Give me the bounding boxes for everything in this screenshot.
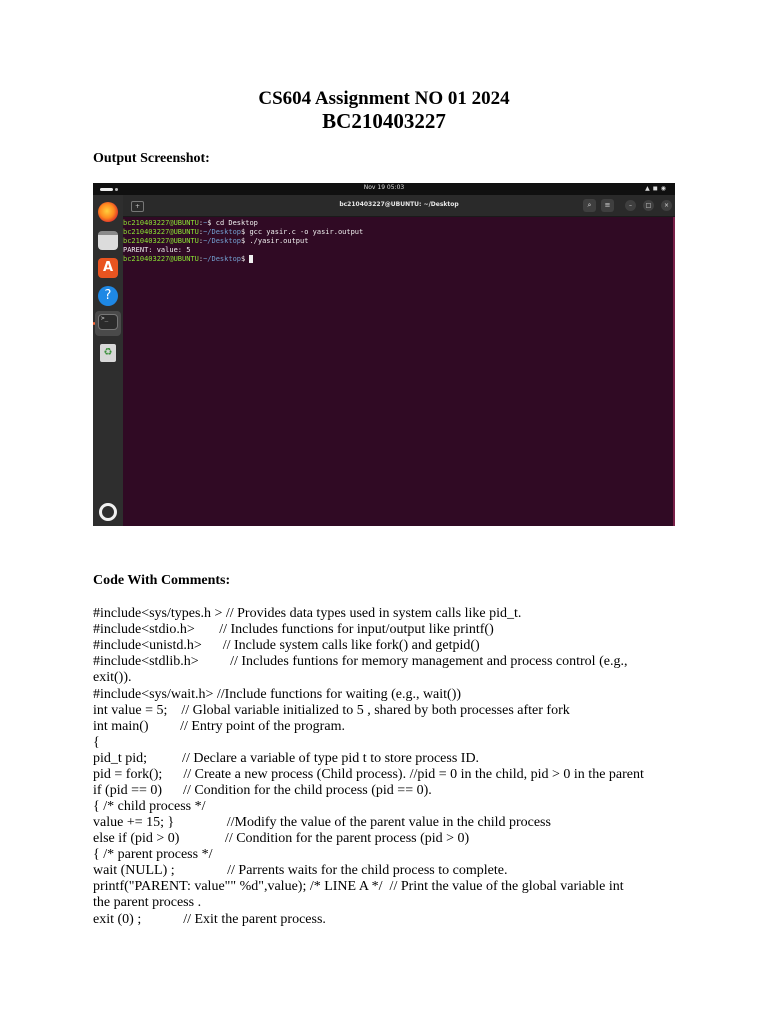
code-line: { /* parent process */ xyxy=(93,847,213,862)
code-line: printf("PARENT: value"" %d",value); /* LINE A */ // Print the value of the global variable int xyxy=(93,879,624,894)
network-icon: ▲ xyxy=(645,185,653,192)
code-line: { xyxy=(93,735,100,750)
code-line: #include<stdio.h> // Includes functions for input/output like printf() xyxy=(93,622,494,637)
code-line: { /* child process */ xyxy=(93,799,206,814)
terminal-body xyxy=(123,217,675,526)
terminal-icon: >_ xyxy=(98,314,118,330)
maximize-icon: □ xyxy=(643,200,654,211)
running-indicator xyxy=(93,322,95,325)
code-line: #include<unistd.h> // Include system calls like fork() and getpid() xyxy=(93,638,480,653)
output-screenshot-heading: Output Screenshot: xyxy=(93,151,210,166)
terminal-header xyxy=(123,195,675,217)
code-line: #include<stdlib.h> // Includes funtions for memory management and process control (e.g., xyxy=(93,654,628,669)
volume-icon: ◼ xyxy=(652,185,661,192)
document-title: CS604 Assignment NO 01 2024 xyxy=(258,88,510,109)
minimize-icon: – xyxy=(625,200,636,211)
app-center-icon: A xyxy=(98,258,118,278)
top-bar xyxy=(93,183,675,195)
trash-icon: ♻ xyxy=(100,344,116,362)
window-title: bc210403227@UBUNTU: ~/Desktop xyxy=(339,201,459,208)
terminal-prompt: bc210403227@UBUNTU:~/Desktop$ xyxy=(123,255,253,263)
code-line: else if (pid > 0) // Condition for the parent process (pid > 0) xyxy=(93,831,470,846)
menu-icon: ≡ xyxy=(601,199,614,212)
firefox-icon xyxy=(98,202,118,222)
files-icon xyxy=(98,231,118,250)
system-tray xyxy=(645,185,669,192)
terminal-screenshot xyxy=(93,183,675,526)
code-line: pid_t pid; // Declare a variable of type pid t to store process ID. xyxy=(93,751,480,766)
search-icon: ⌕ xyxy=(583,199,596,212)
show-apps-icon xyxy=(99,503,117,521)
student-id: BC210403227 xyxy=(322,109,446,133)
code-line: exit()). xyxy=(93,670,132,685)
code-line: wait (NULL) ; // Parrents waits for the child process to complete. xyxy=(93,863,508,878)
terminal-line: bc210403227@UBUNTU:~$ cd Desktop xyxy=(123,219,258,227)
cursor xyxy=(249,255,253,263)
code-line: the parent process . xyxy=(93,895,202,910)
clock: Nov 19 05:03 xyxy=(363,184,405,191)
code-line: if (pid == 0) // Condition for the child process (pid == 0). xyxy=(93,783,432,798)
terminal-line: bc210403227@UBUNTU:~/Desktop$ ./yasir.output xyxy=(123,237,309,245)
dock xyxy=(93,195,123,526)
code-line: #include<sys/types.h > // Provides data types used in system calls like pid_t. xyxy=(93,606,522,621)
code-line: value += 15; } //Modify the value of the parent value in the child process xyxy=(93,815,551,830)
terminal-output: PARENT: value: 5 xyxy=(123,246,191,254)
code-line: pid = fork(); // Create a new process (Child process). //pid = 0 in the child, pid > 0 in the parent xyxy=(93,767,644,782)
terminal-line: bc210403227@UBUNTU:~/Desktop$ gcc yasir.c -o yasir.output xyxy=(123,228,364,236)
close-icon: × xyxy=(661,200,672,211)
code-line: int value = 5; // Global variable initialized to 5 , shared by both processes after fork xyxy=(93,703,570,718)
code-heading: Code With Comments: xyxy=(93,573,231,588)
power-icon: ◉ xyxy=(660,185,669,192)
help-icon: ? xyxy=(98,286,118,306)
code-line: int main() // Entry point of the program. xyxy=(93,719,345,734)
code-line: exit (0) ; // Exit the parent process. xyxy=(93,912,326,927)
code-line: #include<sys/wait.h> //Include functions for waiting (e.g., wait()) xyxy=(93,687,462,702)
new-tab-icon: + xyxy=(131,201,144,212)
